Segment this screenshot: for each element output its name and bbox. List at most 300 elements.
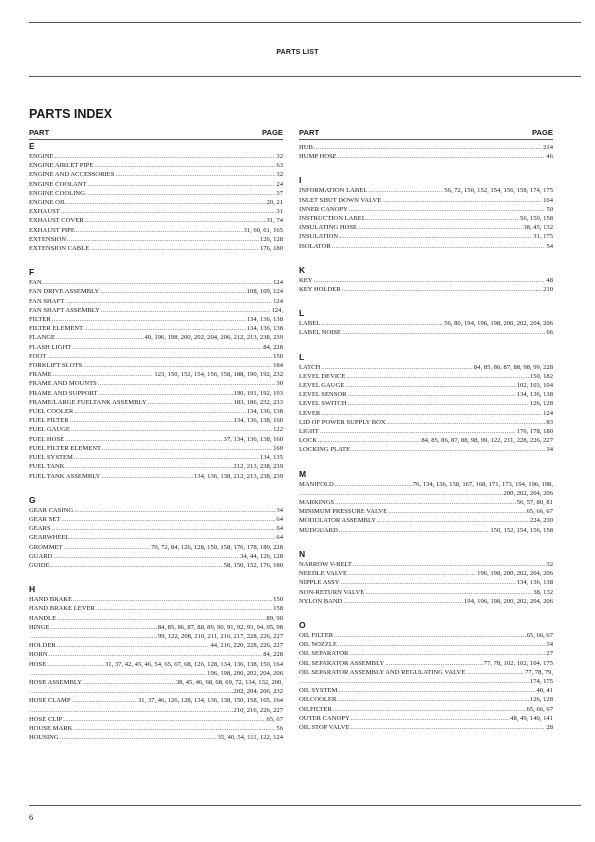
dot-leader: [334, 631, 525, 640]
part-name: FUEL FILTER ELEMENT: [29, 444, 102, 452]
index-entry: [29, 333, 283, 342]
part-name: FRAME/LARGE FUELTANK ASSEMBLY: [29, 398, 147, 406]
entry-line: [299, 214, 553, 223]
part-name: LABEL NOISE: [299, 329, 342, 337]
index-entry: [29, 278, 283, 287]
index-entry: [299, 427, 553, 436]
part-name: FILTER ELEMENT: [29, 325, 84, 333]
index-entry: [299, 363, 553, 372]
page-refs: 27: [546, 650, 553, 658]
entry-line: [29, 198, 283, 207]
dot-leader: [90, 244, 259, 253]
entry-line: [29, 278, 283, 287]
part-name: MUDGUARD: [299, 526, 338, 534]
page-refs: 134, 136, 138, 212, 213, 238, 239: [193, 472, 283, 480]
part-name: MANIFOLD: [299, 480, 334, 488]
dot-leader: [30, 687, 233, 696]
dot-leader: [338, 640, 545, 649]
part-name: FAN: [29, 279, 42, 287]
entry-line: [299, 205, 553, 214]
page-refs: 32: [546, 560, 553, 568]
dot-leader: [96, 604, 272, 613]
entry-line: [29, 462, 283, 471]
part-name: FORKLIFT SLOTS: [29, 362, 83, 370]
dot-leader: [56, 333, 144, 342]
entry-line: [29, 189, 283, 198]
dot-leader: [101, 472, 193, 481]
dot-leader: [348, 399, 529, 408]
page-refs: 34: [546, 641, 553, 649]
part-name: EXTENSION CABLE: [29, 245, 90, 253]
page-refs: 194, 196, 198, 200, 202, 204, 206: [463, 597, 553, 605]
page-refs: 122: [273, 426, 283, 434]
page-header: PAGE: [532, 128, 553, 137]
index-entry: [299, 232, 553, 241]
dot-leader: [65, 435, 223, 444]
index-entry: [29, 216, 283, 225]
part-name: KEY: [299, 276, 313, 284]
index-entry: [29, 161, 283, 170]
entry-line: [29, 604, 283, 613]
index-entry: [299, 242, 553, 251]
dot-leader: [367, 214, 519, 223]
index-entry: [29, 407, 283, 416]
entry-line: [29, 407, 283, 416]
index-entry: [29, 543, 283, 552]
index-entry: [299, 588, 553, 597]
entry-line: [299, 285, 553, 294]
page-refs: 126, 128: [259, 235, 283, 243]
part-name: GEARS: [29, 525, 51, 533]
entry-line: [29, 444, 283, 453]
page-refs: 56, 57, 80, 81: [516, 499, 553, 507]
part-name: MARKINGS: [299, 499, 335, 507]
entry-line: [299, 723, 553, 732]
page-refs-cont: 210, 216, 226, 227: [233, 706, 283, 714]
page-refs: 30: [276, 380, 283, 388]
group-spacer: [299, 294, 553, 307]
page-refs: 196, 198, 200, 202, 204, 206: [477, 570, 553, 578]
index-entry: [299, 686, 553, 695]
dot-leader: [74, 453, 259, 462]
dot-leader: [148, 398, 233, 407]
entry-line: [29, 235, 283, 244]
entry-line: [299, 242, 553, 251]
part-name: INSTRUCTION LABEL: [299, 215, 366, 223]
page-refs: 50: [546, 205, 553, 213]
part-name: FUEL FILTER: [29, 417, 69, 425]
page-refs: 84, 85, 86, 87, 88, 98, 99, 228: [473, 363, 553, 371]
index-entry: [29, 398, 283, 407]
dot-leader: [466, 668, 524, 677]
part-name: FUEL TANK ASSEMBLY: [29, 472, 101, 480]
page-refs: 38, 45, 46, 68, 68, 69, 72, 134, 132, 200,: [175, 678, 283, 686]
page-refs: 124,: [271, 306, 283, 314]
entry-line: [299, 363, 553, 372]
part-header: PART: [299, 128, 320, 137]
page-refs: 34: [276, 506, 283, 514]
part-name: INLET SHUT DOWN VALVE: [299, 196, 382, 204]
dot-leader: [51, 561, 223, 570]
index-group: [299, 294, 553, 337]
dot-leader: [83, 361, 272, 370]
entry-line: [29, 678, 283, 687]
page-refs: 158: [273, 605, 283, 613]
page-refs: 164: [543, 196, 553, 204]
page-refs: 31, 74: [266, 217, 283, 225]
dot-leader: [320, 427, 516, 436]
page-refs: 134, 136, 138: [246, 316, 283, 324]
index-entry: [299, 695, 553, 704]
dot-leader: [300, 677, 529, 686]
entry-line: [299, 526, 553, 535]
page-refs: 31: [276, 208, 283, 216]
dot-leader: [71, 533, 276, 542]
index-entry: [299, 285, 553, 294]
dot-leader: [332, 242, 546, 251]
part-name: ENGINE AIRLET PIPE: [29, 162, 94, 170]
page-refs: 35, 40, 54, 111, 122, 124: [217, 734, 283, 742]
page-refs: 76, 134, 136, 138, 167, 168, 171, 173, 194, 196, 198,: [412, 480, 553, 488]
dot-leader: [65, 297, 272, 306]
index-entry: [29, 524, 283, 533]
page-refs: 210: [543, 286, 553, 294]
index-entry: [29, 660, 283, 678]
index-entry: [299, 640, 553, 649]
entry-line: [29, 161, 283, 170]
page-refs: 64: [276, 515, 283, 523]
page-refs: 24: [276, 180, 283, 188]
index-entry: [29, 614, 283, 623]
part-name: HANDLE: [29, 614, 57, 622]
part-name: HOUSING: [29, 734, 59, 742]
dot-leader: [348, 390, 516, 399]
part-name: FUEL SYSTEM: [29, 454, 73, 462]
entry-line: [29, 352, 283, 361]
page-refs-continued: [299, 489, 553, 498]
dot-leader: [338, 152, 546, 161]
index-entry: [299, 507, 553, 516]
page-refs: 37: [276, 189, 283, 197]
page-refs: 150: [273, 352, 283, 360]
dot-leader: [84, 324, 246, 333]
part-name: FUEL COOLER: [29, 408, 74, 416]
dot-leader: [64, 543, 150, 552]
entry-line: [29, 416, 283, 425]
entry-line: [299, 560, 553, 569]
page-refs: 134, 136, 138: [516, 579, 553, 587]
part-name: HOSE CLAMP: [29, 697, 71, 705]
part-name: HORN: [29, 651, 48, 659]
index-entry: [299, 578, 553, 587]
entry-line: [299, 186, 553, 195]
part-name: EXHAUST PIPE: [29, 226, 75, 234]
index-group: [299, 161, 553, 250]
part-name: LEVEL GAUGE: [299, 382, 345, 390]
index-entry: [299, 480, 553, 498]
index-entry: [299, 705, 553, 714]
page-refs: 56, 72, 150, 152, 154, 156, 158, 174, 175: [444, 187, 553, 195]
index-entry: [29, 189, 283, 198]
entry-line: [299, 143, 553, 152]
index-entry: [29, 604, 283, 613]
page-refs: 212, 213, 238, 239: [233, 463, 283, 471]
entry-line: [29, 389, 283, 398]
dot-leader: [49, 650, 263, 659]
index-entry: [29, 370, 283, 379]
entry-line: [29, 515, 283, 524]
entry-line: [29, 152, 283, 161]
page-refs: 63: [276, 162, 283, 170]
section-letter: H: [29, 584, 36, 595]
index-group: [29, 141, 283, 253]
index-entry: [29, 595, 283, 604]
entry-line: [299, 498, 553, 507]
group-spacer: [299, 251, 553, 264]
dot-leader: [346, 372, 528, 381]
part-name: INNER CANOPY: [299, 205, 348, 213]
page-refs-cont: 174, 175: [529, 677, 553, 685]
page-refs: 40, 41: [536, 687, 553, 695]
part-name: HOSE ASSEMBLY: [29, 678, 83, 686]
part-name: OIL SEPARATOR: [299, 650, 349, 658]
page-refs: 37, 134, 136, 138, 160: [223, 435, 283, 443]
part-name: LOCK: [299, 437, 317, 445]
part-name: OILFILTER: [299, 705, 332, 713]
entry-line: [299, 223, 553, 232]
dot-leader: [342, 285, 542, 294]
index-entry: [299, 409, 553, 418]
index-column-right: [299, 128, 553, 732]
group-spacer: [299, 455, 553, 468]
index-entry: [29, 235, 283, 244]
part-name: FLASH LIGHT: [29, 343, 72, 351]
index-entry: [29, 696, 283, 714]
page-refs: 64: [276, 525, 283, 533]
dot-leader: [335, 480, 412, 489]
entry-line: [29, 552, 283, 561]
index-entry: [299, 372, 553, 381]
page-refs: 65, 67: [266, 715, 283, 723]
dot-leader: [99, 389, 233, 398]
entry-line: [299, 588, 553, 597]
index-entry: [29, 533, 283, 542]
page-refs-continued: [299, 677, 553, 686]
index-entry: [299, 214, 553, 223]
dot-leader: [101, 306, 271, 315]
dot-leader: [382, 196, 542, 205]
index-entry: [299, 390, 553, 399]
entry-line: [29, 333, 283, 342]
page-refs: 124: [273, 279, 283, 287]
group-spacer: [299, 338, 553, 351]
entry-line: [29, 453, 283, 462]
part-name: GEAR CASING: [29, 506, 74, 514]
page-refs: 44, 216, 220, 228, 226, 227: [210, 642, 283, 650]
group-spacer: [299, 161, 553, 174]
entry-line: [299, 445, 553, 454]
entry-line: [29, 595, 283, 604]
index-list-right: [299, 140, 553, 732]
index-entry: [299, 196, 553, 205]
page-refs: 126, 128: [529, 400, 553, 408]
index-entry: [29, 244, 283, 253]
group-spacer: [29, 253, 283, 266]
index-entry: [29, 287, 283, 296]
dot-leader: [98, 379, 276, 388]
dot-leader: [368, 186, 443, 195]
page-refs: 134, 135: [259, 454, 283, 462]
dot-leader: [88, 180, 276, 189]
part-name: FOOT: [29, 352, 47, 360]
page-title: PARTS INDEX: [29, 107, 113, 121]
section-letter: E: [29, 141, 35, 151]
index-entry: [29, 453, 283, 462]
dot-leader: [60, 733, 217, 742]
dot-leader: [61, 207, 276, 216]
part-name: LIGHT: [299, 428, 319, 436]
index-entry: [29, 715, 283, 724]
entry-line: [29, 533, 283, 542]
index-entry: [29, 361, 283, 370]
page-refs: 31, 37, 46, 126, 128, 134, 136, 138, 150, 158, 165, 164: [137, 697, 283, 705]
entry-line: [29, 216, 283, 225]
page-refs-cont: 200, 202, 204, 206: [503, 489, 553, 497]
footer-rule: [29, 805, 581, 806]
page-refs: 70, 72, 84, 126, 128, 150, 158, 176, 178, 180, 228: [151, 543, 283, 551]
index-entry: [29, 444, 283, 453]
dot-leader: [67, 235, 259, 244]
page-refs-cont: 202, 204, 206, 232: [233, 688, 283, 696]
page-refs: 184: [273, 362, 283, 370]
page-refs: 31, 37, 42, 45, 46, 54, 65, 67, 68, 126, 128, 134, 136, 138, 150, 164: [104, 660, 283, 668]
part-name: FAN DRIVE ASSEMBLY: [29, 288, 100, 296]
index-entry: [29, 472, 283, 481]
entry-line: [299, 578, 553, 587]
dot-leader: [52, 315, 246, 324]
index-entry: [29, 425, 283, 434]
page-refs-continued: [29, 687, 283, 696]
part-name: FILTER: [29, 316, 51, 324]
part-name: OIL SYSTEM: [299, 687, 338, 695]
index-entry: [29, 678, 283, 696]
group-spacer: [29, 481, 283, 494]
entry-line: [299, 390, 553, 399]
index-entry: [29, 515, 283, 524]
page-refs: 102, 103, 104: [516, 382, 553, 390]
part-name: EXHAUST COVER: [29, 217, 84, 225]
index-entry: [29, 650, 283, 659]
entry-line: [29, 425, 283, 434]
index-entry: [29, 389, 283, 398]
dot-leader: [73, 724, 275, 733]
page-refs: 34: [546, 446, 553, 454]
dot-leader: [74, 407, 245, 416]
dot-leader: [321, 409, 542, 418]
entry-line: [29, 623, 283, 632]
page-refs-continued: [29, 669, 283, 678]
entry-line: [29, 543, 283, 552]
dot-leader: [115, 170, 275, 179]
group-spacer: [299, 606, 553, 619]
entry-line: [29, 724, 283, 733]
page-refs: 32: [276, 153, 283, 160]
index-entry: [299, 659, 553, 668]
index-entry: [29, 198, 283, 207]
page-refs: 84, 85, 86, 87, 88, 98, 99, 122, 211, 228, 226, 227: [421, 437, 553, 445]
index-list-left: [29, 141, 283, 742]
dot-leader: [388, 507, 525, 516]
section-letter: L: [299, 308, 305, 319]
entry-line: [299, 436, 553, 445]
index-entry: [299, 516, 553, 525]
entry-line: [299, 714, 553, 723]
part-name: ENGINE COOLANT: [29, 180, 87, 188]
index-entry: [29, 315, 283, 324]
entry-line: [299, 640, 553, 649]
dot-leader: [86, 189, 276, 198]
part-name: OIL SEPARATOR ASSEMBLY: [299, 659, 385, 667]
part-name: LOCKING PLATE: [299, 446, 351, 454]
index-entry: [29, 641, 283, 650]
section-letter: M: [299, 468, 307, 479]
section-letter: N: [299, 548, 306, 559]
section-letter: O: [299, 619, 306, 630]
page-refs: 123, 150, 152, 154, 156, 158, 188, 190, 192, 232: [154, 371, 283, 379]
entry-line: [299, 276, 553, 285]
page-refs: 134, 136, 138: [246, 408, 283, 416]
part-name: HAND BRAKE LEVER: [29, 605, 95, 613]
index-entry: [299, 276, 553, 285]
dot-leader: [342, 328, 545, 337]
dot-leader: [61, 515, 275, 524]
dot-leader: [335, 498, 516, 507]
page-refs: 83: [546, 418, 553, 426]
index-entry: [29, 352, 283, 361]
part-name: GEARWHEEL: [29, 534, 70, 542]
entry-line: [299, 516, 553, 525]
page-refs: 84, 85, 86, 87, 88, 89, 90, 91, 92, 93, 94, 95, 98: [157, 623, 283, 631]
dot-leader: [30, 632, 157, 641]
index-entry: [29, 180, 283, 189]
part-name: HINGE: [29, 623, 50, 631]
part-name: NEEDLE VALVE: [299, 570, 348, 578]
entry-line: [29, 324, 283, 333]
page-refs: 84, 228: [263, 651, 283, 659]
part-name: LEVEL SENSOR: [299, 391, 347, 399]
entry-line: [29, 715, 283, 724]
page-refs: 31, 60, 61, 165: [243, 226, 283, 234]
dot-leader: [300, 489, 503, 498]
index-group: [299, 338, 553, 455]
entry-line: [29, 398, 283, 407]
entry-line: [29, 287, 283, 296]
entry-line: [299, 705, 553, 714]
page-refs: 32: [276, 171, 283, 179]
column-header: [29, 128, 283, 140]
page-refs: 48: [546, 276, 553, 284]
section-letter: L: [299, 351, 305, 362]
dot-leader: [314, 143, 542, 152]
part-name: NYLON BAND: [299, 597, 343, 605]
entry-line: [299, 686, 553, 695]
part-name: FUEL GAUGE: [29, 426, 70, 434]
part-name: LEVEL DEVICE: [299, 372, 346, 380]
entry-line: [299, 597, 553, 606]
dot-leader: [349, 205, 546, 214]
part-name: MODULATOR ASSEMBLY: [299, 517, 377, 525]
entry-line: [29, 435, 283, 444]
